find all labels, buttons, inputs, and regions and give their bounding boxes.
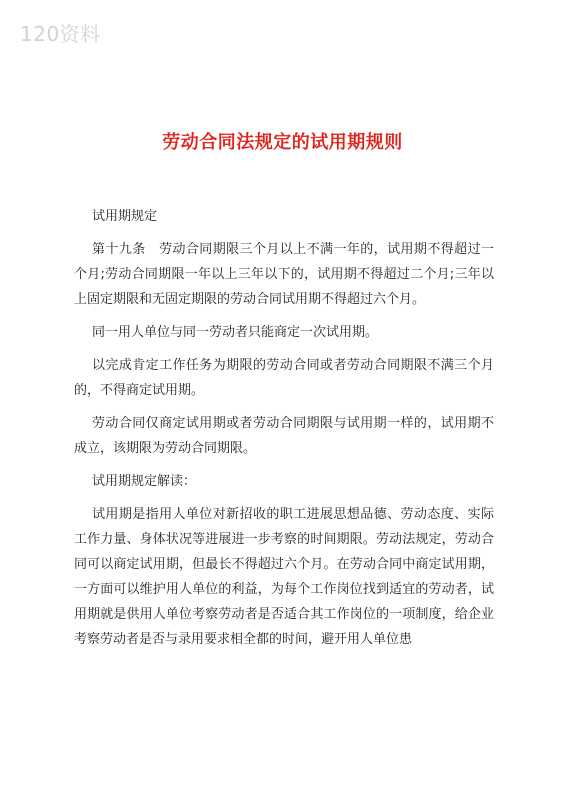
document-body	[74, 204, 494, 660]
paragraph-task-based: 以完成肯定工作任务为期限的劳动合同或者劳动合同期限不满三个月的，不得商定试用期。	[74, 358, 494, 398]
watermark: 120资料	[20, 22, 101, 46]
document-title: 劳动合同法规定的试用期规则	[162, 132, 403, 153]
paragraph-once-only: 同一用人单位与同一劳动者只能商定一次试用期。	[92, 325, 379, 340]
paragraph-interpretation: 试用期是指用人单位对新招收的职工进展思想品德、劳动态度、实际工作力量、身体状况等进展进一步考察的时间期限。劳动法规定，劳动合同可以商定试用期，但最长不得超过六个月。在劳动合同中商定试用期，一方面可以维护用人单位的利益，为每个工作岗位找到适宜的劳动者，试用期就是供用人单位考察劳动者是否适合其工作岗位的一项制度，给企业考察劳动者是否与录用要求相全都的时间，避开用人单位患	[74, 507, 494, 647]
section-heading-probation-rules: 试用期规定	[92, 209, 158, 224]
paragraph-article-19: 第十九条 劳动合同期限三个月以上不满一年的，试用期不得超过一个月;劳动合同期限一年以上三年以下的，试用期不得超过二个月;三年以上固定期限和无固定期限的劳动合同试用期不得超过六个月。	[74, 242, 494, 307]
paragraph-probation-only: 劳动合同仅商定试用期或者劳动合同期限与试用期一样的，试用期不成立，该期限为劳动合同期限。	[74, 416, 494, 456]
section-heading-interpretation: 试用期规定解读：	[92, 474, 197, 489]
